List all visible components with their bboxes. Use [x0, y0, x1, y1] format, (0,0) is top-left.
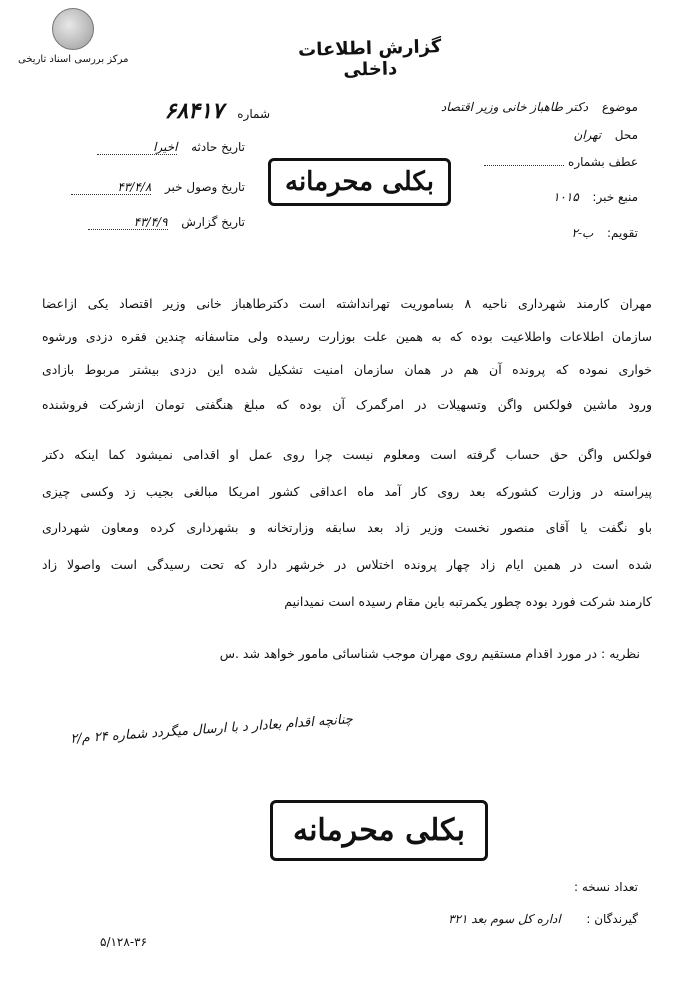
subject-row: [441, 100, 638, 114]
document-title: گزارش اطلاعات داخلی: [297, 36, 442, 81]
recipients-value: اداره کل سوم بعد ۳۲۱: [448, 912, 561, 926]
recipients-label: گیرندگان :: [586, 912, 638, 926]
body-line-3: خواری نموده که پرونده آن هم در همان سازمان امنیت تشکیل شده این دزدی بیشتر مربوط بازادی: [42, 362, 652, 377]
body-line-1: مهران کارمند شهرداری ناحیه ۸ بساموریت تهرانداشته است دکترطاهباز خانی وزیر اقتصاد یکی ازاعضا: [42, 296, 652, 311]
body-line-6: پیراسته در وزارت کشورکه بعد روی کار آمد ماه اعداقی کشور امریکا مبالغی بجیب زد وکسی چیزی: [42, 484, 652, 499]
confidential-stamp-bottom: بکلی محرمانه: [270, 800, 488, 861]
place-row: [573, 128, 638, 142]
report-date-value: ۴۳/۴/۹: [88, 215, 168, 230]
handwritten-note: چنانچه اقدام بعادار د با ارسال میگردد شماره ۲۴ م/۲: [69, 712, 354, 747]
body-line-8: شده است در همین ایام زاد چهار پرونده اختلاس در خرشهر دارد که تحت رسیدگی است واصولا زاد: [42, 557, 652, 572]
number-label: شماره: [237, 107, 270, 121]
opinion-note: نظریه : در مورد اقدام مستقیم روی مهران موجب شناسائی مامور خواهد شد .س: [219, 646, 640, 661]
source-value: ۱۰۱۵: [552, 190, 579, 204]
number-row: [165, 98, 270, 124]
number-value: ۶۸۴۱۷: [164, 98, 224, 124]
reference-row: [484, 155, 638, 169]
source-row: [553, 190, 638, 204]
receipt-date-value: ۴۳/۴/۸: [71, 180, 151, 195]
copies-row: [574, 880, 638, 894]
document-code: ۵/۱۲۸-۳۶: [100, 935, 148, 949]
subject-label: موضوع: [601, 100, 638, 114]
body-line-5: فولکس واگن حق حساب گرفته است ومعلوم نیست چرا روی عمل او اقدامی نمیشود کما اینکه دکتر: [42, 447, 652, 462]
report-date-label: تاریخ گزارش: [181, 215, 245, 229]
incident-date-row: [97, 140, 245, 155]
body-line-7: باو نگفت یا آقای منصور نخست وزیر زاد بعد سابقه وزارتخانه و بشهرداری کرده ومعاون شهرداری: [42, 520, 652, 535]
body-line-4: ورود ماشین فولکس واگن وتسهیلات در امرگمرک آن بوده که مبلغ هنگفتی تومان ازشرکت فروشنده: [42, 397, 652, 412]
source-label: منبع خبر:: [592, 190, 638, 204]
incident-date-label: تاریخ حادثه: [191, 140, 245, 154]
body-line-9: کارمند شرکت فورد بوده چطور یکمرتبه باین مقام رسیده است نمیدانیم: [284, 594, 652, 609]
reference-label: عطف بشماره: [568, 155, 638, 169]
calendar-value: ب-۲: [571, 226, 594, 240]
copies-label: تعداد نسخه :: [573, 880, 638, 894]
receipt-date-row: [71, 180, 245, 195]
report-date-row: [88, 215, 245, 230]
body-line-2: سازمان اطلاعات واطلاعیت بوده که به همین علت بوزارت رسیده ولی متاسفانه چندین فقره دزدی ورشوه: [42, 329, 652, 344]
place-value: تهران: [573, 128, 602, 142]
confidential-stamp-top: بکلی محرمانه: [268, 158, 451, 206]
recipients-row: [448, 912, 638, 926]
archive-logo-label: مرکز بررسی اسناد تاریخی: [18, 54, 129, 65]
archive-logo-icon: [52, 8, 94, 50]
place-label: محل: [614, 128, 638, 142]
incident-date-value: اخیرا: [97, 140, 177, 155]
reference-value: [484, 165, 564, 166]
calendar-label: تقویم:: [607, 226, 638, 240]
receipt-date-label: تاریخ وصول خبر: [164, 180, 245, 194]
subject-value: دکتر طاهباز خانی وزیر اقتصاد: [440, 100, 589, 114]
calendar-row: [572, 226, 638, 240]
